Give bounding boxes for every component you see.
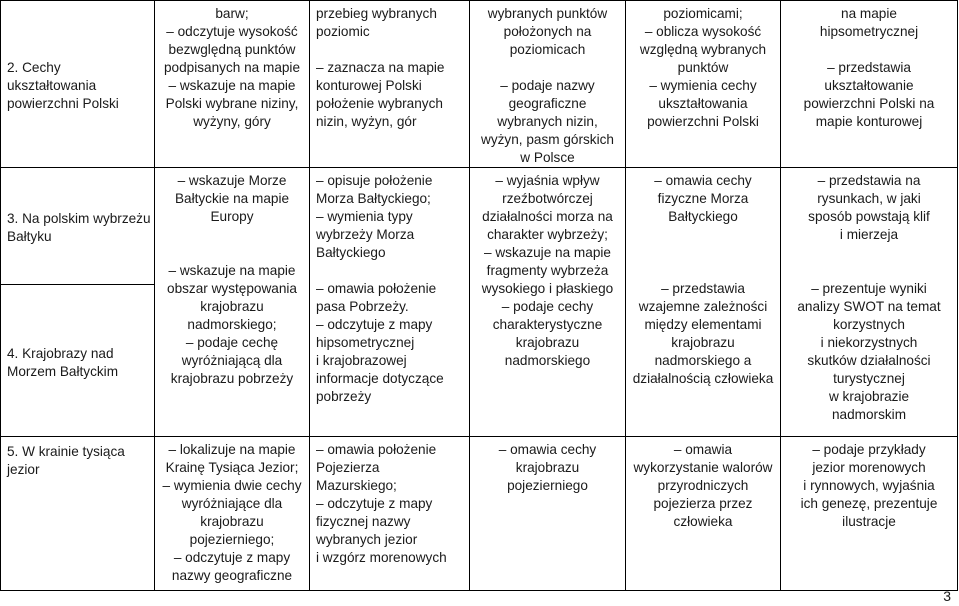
cell-line: na mapie [841, 6, 897, 21]
cell-line: wyróżniające dla [181, 496, 283, 511]
cell-line: Polski wybrane niziny, [165, 96, 299, 111]
cell-line: poziomicach [509, 42, 586, 57]
cell-line: – wskazuje na mapie [168, 263, 296, 278]
cell-line: działalnością człowieka [632, 371, 774, 386]
cell-line: – przedstawia [661, 281, 745, 296]
cell-line: – wskazuje Morze [177, 173, 287, 188]
requirement-cell [781, 168, 958, 437]
cell-line: i rynnowych, wyjaśnia [803, 478, 935, 493]
cell-line: i niekorzystnych [820, 335, 918, 350]
cell-line: pasa Pobrzeży. [316, 299, 409, 314]
cell-line: bezwględną punktów [168, 42, 296, 57]
cell-line: mapie konturowej [815, 114, 923, 129]
cell-line: – przedstawia [827, 60, 911, 75]
cell-line: wybranych jezior [316, 532, 418, 547]
cell-line: charakterystyczne [492, 317, 603, 332]
cell-line: nadmorskim [831, 407, 907, 422]
cell-line: ilustracje [842, 514, 896, 529]
table-row [1, 1, 958, 168]
cell-line: działalności morza na [482, 209, 613, 224]
cell-line: przebieg wybranych [316, 6, 437, 21]
cell-line: Pojezierza [316, 460, 380, 475]
table-row [1, 168, 958, 285]
cell-line: powierzchni Polski [647, 114, 759, 129]
cell-line: wzajemne zależności [638, 299, 768, 314]
cell-line: ukształtowania [7, 78, 97, 93]
cell-line: turystycznej [833, 371, 905, 386]
cell-line: krajobrazu [200, 299, 264, 314]
cell-line: między elementami [644, 317, 762, 332]
cell-line: 4. Krajobrazy nad [7, 345, 114, 361]
topic-cell [1, 285, 155, 437]
cell-line: pojezierniego [507, 478, 588, 493]
cell-line: w Polsce [520, 150, 575, 165]
cell-line: nazwy geograficzne [171, 568, 293, 583]
cell-line: Bałtyku [7, 229, 52, 244]
topic-text [1, 55, 154, 113]
cell-line: jezior [7, 462, 40, 477]
cell-line [316, 262, 465, 280]
cell-line: Krainę Tysiąca Jezior; [165, 460, 299, 475]
cell-line: 3. Na polskim wybrzeżu [7, 211, 151, 226]
cell-line: położenie wybranych [316, 96, 443, 111]
cell-line: korzystnych [833, 317, 905, 332]
cell-line: krajobrazu pobrzeży [170, 371, 294, 386]
requirement-cell [626, 1, 781, 168]
cell-line [630, 226, 776, 244]
cell-line: 2. Cechy [7, 60, 61, 75]
cell-line: wyżyny, góry [193, 114, 271, 129]
cell-line: ukształtowania [658, 96, 748, 111]
cell-line: w krajobrazie [828, 389, 910, 404]
cell-line: – wymienia dwie cechy [162, 478, 302, 493]
cell-line: – podaje cechy [501, 299, 594, 314]
cell-line: Morzem Bałtyckim [7, 363, 119, 379]
topic-cell [1, 1, 155, 168]
cell-line: wyróżniającą dla [181, 353, 283, 368]
cell-line: Morza Bałtyckiego; [316, 191, 431, 206]
cell-line: analizy SWOT na temat [797, 299, 941, 314]
cell-line: – podaje przykłady [812, 442, 926, 457]
cell-line: – odczytuje z mapy [173, 550, 291, 565]
table-row [1, 437, 958, 591]
cell-line: pobrzeży [316, 389, 372, 404]
cell-line [474, 59, 621, 77]
cell-line: nizin, wyżyn, gór [316, 114, 417, 129]
cell-line: krajobrazu [515, 460, 580, 475]
cell-line: obszar występowania [167, 281, 297, 296]
cell-line: – wymienia cechy [649, 78, 757, 93]
cell-line [159, 244, 305, 262]
cell-line: nadmorskiego; [187, 317, 277, 332]
cell-line: – oblicza wysokość [644, 24, 762, 39]
cell-line: barw; [215, 6, 249, 21]
requirement-cell [470, 1, 626, 168]
cell-line [316, 41, 465, 59]
cell-line: skutków działalności [807, 353, 931, 368]
cell-line: – omawia cechy [498, 442, 597, 457]
cell-line: – zaznacza na mapie [316, 60, 445, 75]
cell-line: i mierzeja [839, 227, 899, 242]
requirement-cell [781, 1, 958, 168]
cell-line [159, 226, 305, 244]
cell-line: wybrzeży Morza [316, 227, 415, 242]
cell-line: krajobrazu [200, 514, 264, 529]
requirement-cell [781, 437, 958, 591]
requirement-cell [310, 1, 470, 168]
cell-line: – podaje nazwy [500, 78, 595, 93]
cell-line: przyrodniczych [657, 478, 749, 493]
cell-line: ukształtowanie [824, 78, 914, 93]
cell-line: rzeźbotwórczej [502, 191, 593, 206]
topic-text [1, 341, 154, 381]
cell-line: informacje dotyczące [316, 371, 444, 386]
cell-line: – wyjaśnia wpływ [495, 173, 600, 188]
cell-line: charakter wybrzeży; [487, 227, 608, 242]
cell-line: Mazurskiego; [316, 478, 397, 493]
cell-line [630, 262, 776, 280]
requirement-cell [155, 1, 310, 168]
cell-line: – omawia położenie [316, 442, 437, 457]
requirement-cell [310, 437, 470, 591]
requirement-cell [626, 437, 781, 591]
cell-line: geograficzne [508, 96, 587, 111]
cell-line: człowieka [673, 514, 733, 529]
cell-line: pojezierza przez [653, 496, 753, 511]
cell-line: – omawia cechy [654, 173, 752, 188]
requirement-cell [626, 168, 781, 437]
cell-line: krajobrazu [671, 335, 735, 350]
cell-line: poziomic [316, 24, 370, 39]
topic-text [1, 437, 154, 479]
cell-line: wybranych punktów [487, 6, 608, 21]
cell-line: fragmenty wybrzeża [486, 263, 609, 278]
cell-line: hipsometrycznej [316, 335, 415, 350]
topic-text [1, 206, 154, 246]
cell-line [785, 262, 953, 280]
cell-line [630, 244, 776, 262]
cell-line: – prezentuje wyniki [811, 281, 927, 296]
cell-line: położonych na [503, 24, 592, 39]
page-number: 3 [943, 588, 951, 604]
cell-line: pojezierniego; [189, 532, 275, 547]
cell-line: wyżyn, pasm górskich [481, 132, 614, 147]
cell-line: – omawia położenie [316, 281, 437, 296]
cell-line: 5. W krainie tysiąca [7, 444, 125, 459]
cell-line: jezior morenowych [812, 460, 926, 475]
cell-line: sposób powstają klif [808, 209, 930, 224]
cell-line: wysokiego i płaskiego [481, 281, 614, 296]
cell-line: – wskazuje na mapie [168, 78, 296, 93]
cell-line: Bałtyckiego [316, 245, 386, 260]
requirement-cell [470, 168, 626, 437]
topic-cell [1, 168, 155, 285]
cell-line: hipsometrycznej [819, 24, 919, 39]
cell-line: krajobrazu [515, 335, 580, 350]
cell-line: rysunkach, w jaki [817, 191, 921, 206]
cell-line: punktów [677, 60, 729, 75]
cell-line: – omawia [673, 442, 733, 457]
requirement-cell [155, 437, 310, 591]
cell-line: – wskazuje na mapie [484, 245, 611, 260]
cell-line: nadmorskiego a [654, 353, 752, 368]
cell-line: – odczytuje z mapy [316, 496, 433, 511]
cell-line: konturowej Polski [316, 78, 422, 93]
cell-line: fizycznej nazwy [316, 514, 411, 529]
cell-line: powierzchni Polski [7, 96, 119, 111]
cell-line [785, 41, 953, 59]
cell-line: powierzchni Polski na [803, 96, 935, 111]
requirement-cell [310, 168, 470, 437]
cell-line: poziomicami; [663, 6, 743, 21]
cell-line: – odczytuje wysokość [166, 24, 298, 39]
cell-line: – przedstawia na [817, 173, 921, 188]
cell-line: Bałtyckie na mapie [174, 191, 290, 206]
cell-line: – lokalizuje na mapie [168, 442, 296, 457]
requirement-cell [155, 168, 310, 437]
cell-line: – opisuje położenie [316, 173, 433, 188]
cell-line: i wzgórz morenowych [316, 550, 447, 565]
cell-line: Europy [210, 209, 254, 224]
cell-line: i krajobrazowej [316, 353, 407, 368]
cell-line: – podaje cechę [185, 335, 279, 350]
cell-line: fizyczne Morza [657, 191, 749, 206]
cell-line: wybranych nizin, [497, 114, 598, 129]
cell-line: względną wybranych [639, 42, 767, 57]
requirement-cell [470, 437, 626, 591]
cell-line: ich genezę, prezentuje [800, 496, 938, 511]
cell-line: nadmorskiego [504, 353, 591, 368]
topic-cell [1, 437, 155, 591]
cell-line: podpisanych na mapie [163, 60, 301, 75]
cell-line: – odczytuje z mapy [316, 317, 433, 332]
cell-line: wykorzystanie walorów [633, 460, 773, 475]
cell-line: Bałtyckiego [668, 209, 738, 224]
cell-line [785, 244, 953, 262]
cell-line: – wymienia typy [316, 209, 413, 224]
